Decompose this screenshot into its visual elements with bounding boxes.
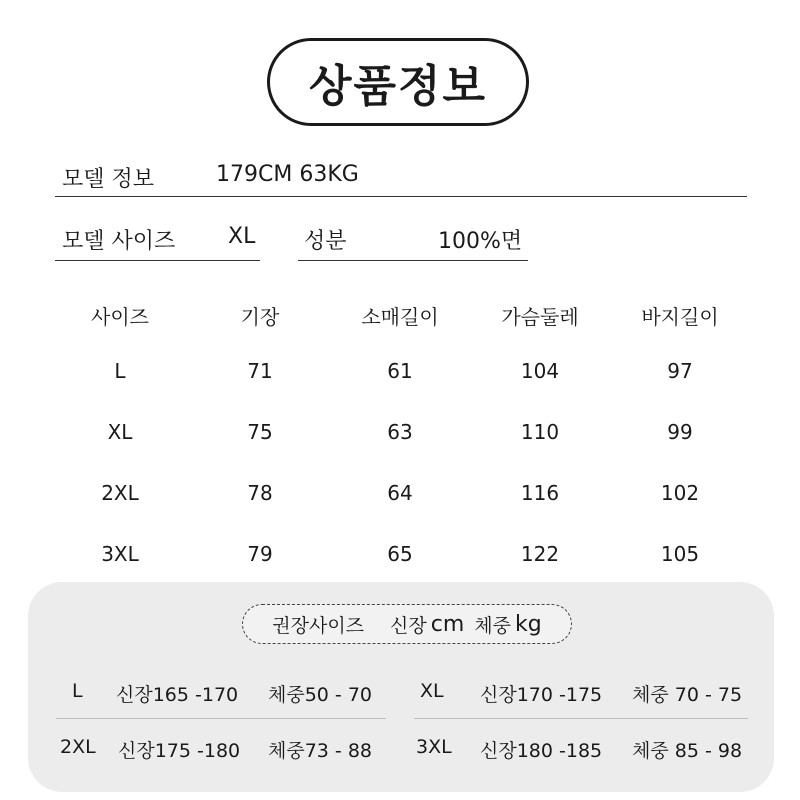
rec-height: 신장170 -175: [480, 684, 603, 706]
rec-size: 3XL: [416, 736, 452, 758]
rec-weight: 체중 85 - 98: [632, 740, 743, 762]
height-unit: cm: [430, 611, 465, 637]
model-info-label: 모델 정보: [62, 167, 155, 192]
table-cell: 3XL: [101, 541, 139, 566]
header-chest: 가슴둘레: [501, 304, 579, 329]
size-table: [50, 290, 750, 584]
model-size-label: 모델 사이즈: [62, 229, 176, 254]
material-divider: [298, 260, 528, 261]
header-length: 기장: [240, 304, 280, 329]
material-label: 성분: [304, 229, 347, 254]
table-cell: 104: [520, 358, 560, 383]
table-cell: 79: [247, 541, 273, 566]
recommended-size-title: 권장사이즈: [272, 614, 365, 637]
table-cell: 105: [660, 541, 700, 566]
rec-weight: 체중 70 - 75: [632, 684, 743, 706]
rec-height: 신장165 -170: [116, 684, 239, 706]
table-cell: 102: [660, 480, 700, 505]
model-info-divider: [55, 196, 747, 197]
table-row: [50, 401, 750, 462]
table-cell: 97: [667, 358, 693, 383]
rec-divider: [414, 718, 748, 719]
table-cell: XL: [107, 419, 133, 444]
table-row: [50, 340, 750, 401]
rec-size: L: [72, 680, 83, 702]
table-cell: 2XL: [101, 480, 139, 505]
table-cell: 63: [387, 419, 413, 444]
page-title: 상품정보: [267, 38, 529, 126]
table-row: [50, 523, 750, 584]
table-cell: 99: [667, 419, 693, 444]
table-cell: 122: [520, 541, 560, 566]
rec-height: 신장175 -180: [118, 740, 241, 762]
header-pants: 바지길이: [641, 304, 719, 329]
table-cell: 78: [247, 480, 273, 505]
weight-label: 체중: [474, 614, 512, 637]
rec-weight: 체중73 - 88: [268, 740, 372, 762]
model-info-value: 179CM 63KG: [216, 162, 359, 187]
table-cell: 75: [247, 419, 273, 444]
rec-size: XL: [420, 680, 444, 702]
rec-height: 신장180 -185: [480, 740, 603, 762]
model-size-divider: [55, 260, 260, 261]
table-cell: 61: [387, 358, 413, 383]
header-sleeve: 소매길이: [361, 304, 439, 329]
model-size-value: XL: [228, 224, 256, 249]
height-label: 신장: [390, 614, 427, 637]
rec-weight: 체중50 - 70: [268, 684, 372, 706]
table-row: [50, 462, 750, 523]
recommended-size-panel: [28, 582, 774, 792]
rec-divider: [56, 718, 386, 719]
table-cell: 64: [387, 480, 413, 505]
rec-size: 2XL: [60, 736, 96, 758]
table-cell: L: [114, 358, 126, 383]
size-table-header-row: [50, 290, 750, 340]
recommended-size-badge: [242, 604, 572, 644]
table-cell: 116: [520, 480, 560, 505]
material-value: 100%면: [438, 229, 523, 254]
weight-unit: kg: [515, 611, 542, 637]
header-size: 사이즈: [91, 304, 149, 329]
table-cell: 110: [520, 419, 560, 444]
table-cell: 65: [387, 541, 413, 566]
table-cell: 71: [247, 358, 273, 383]
